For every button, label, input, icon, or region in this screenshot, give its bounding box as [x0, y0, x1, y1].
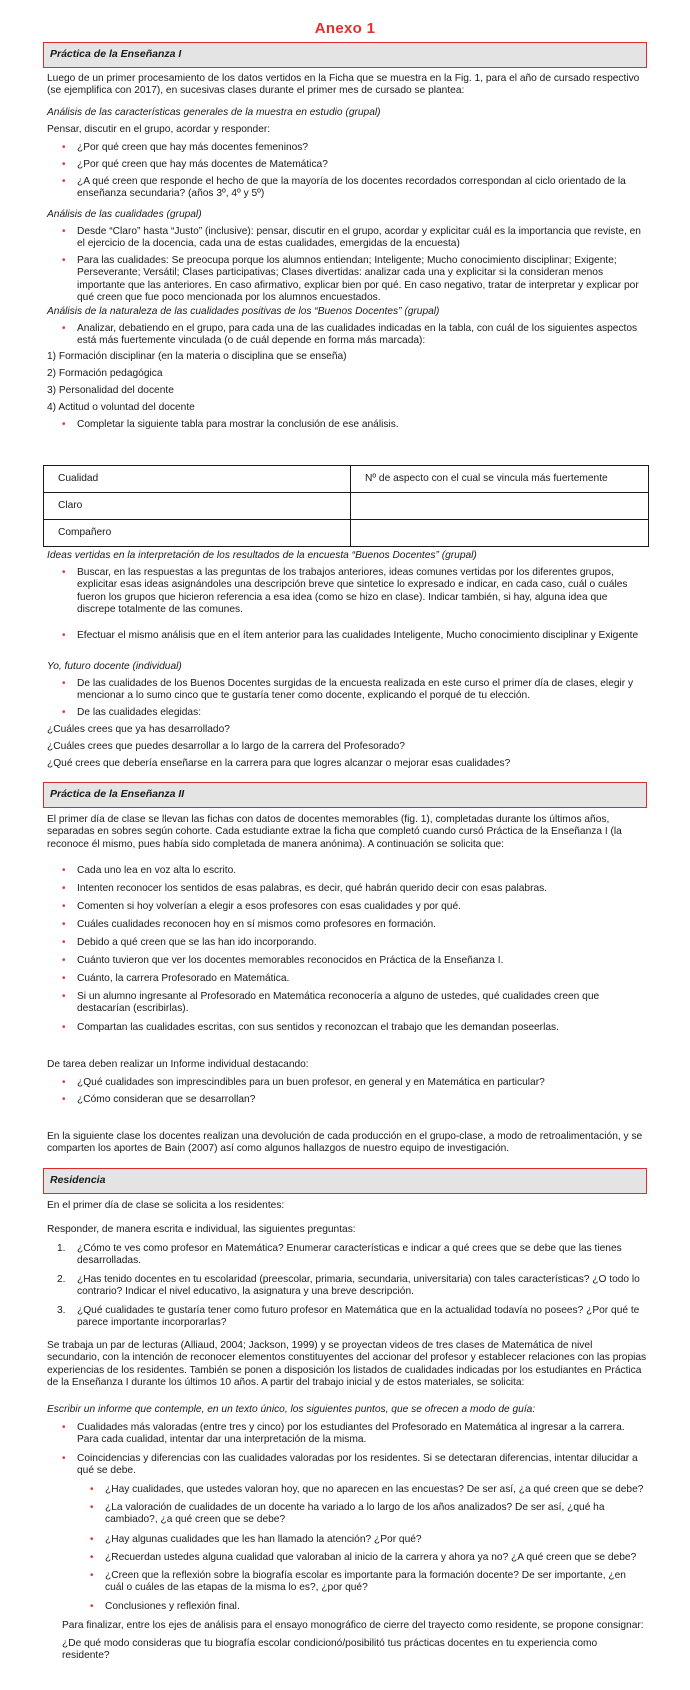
list-item: • Desde “Claro” hasta “Justo” (inclusive): pensar, discutir en el grupo, acordar y explicitar cuál es la importancia que reviste, en el ejercicio de la docencia, cada una de estas cualidades, emergidas de la encuesta) [77, 226, 647, 251]
question-text: ¿Qué cualidades te gustaría tener como futuro profesor en Matemática que en la actualidad todavía no posees? ¿Por qué te parece importante incorporarlas? [77, 1305, 640, 1329]
aspect-item: 2) Formación pedagógica [47, 368, 163, 379]
list-item: • Cualidades más valoradas (entre tres y cinco) por los estudiantes del Profesorado en Matemática al ingresar a la carrera. Para cada cualidad, intentar dar una interpretación de la misma. [77, 1422, 647, 1447]
question-number: 2. [57, 1274, 66, 1285]
table-row [44, 493, 649, 520]
table-header-cell: Cualidad [44, 466, 351, 493]
table-header-cell: Nº de aspecto con el cual se vincula más fuertemente [351, 466, 649, 493]
s1-analysis-1-lead: Pensar, discutir en el grupo, acordar y responder: [47, 124, 271, 135]
list-item: • Si un alumno ingresante al Profesorado en Matemática reconocería a alguno de ustedes, qué cualidades creen que destacarían (escribirlas). [77, 991, 647, 1016]
sub-list-item: • ¿La valoración de cualidades de un docente ha variado a lo largo de los años analizados? De ser así, ¿qué ha cambiado?, ¿a qué creen que se debe? [105, 1502, 647, 1527]
s2-task-lead: De tarea deben realizar un Informe individual destacando: [47, 1059, 309, 1070]
question-number: 3. [57, 1305, 66, 1316]
list-item: • Intenten reconocer los sentidos de esas palabras, es decir, qué habrán querido decir con esas palabras. [77, 883, 647, 895]
s3-p5: Para finalizar, entre los ejes de análisis para el ensayo monográfico de cierre del trayecto como residente, se propone consignar: [62, 1620, 644, 1631]
s1-analysis-3-title: Análisis de la naturaleza de las cualidades positivas de los “Buenos Docentes” (grupal) [47, 306, 440, 317]
section-heading-residencia: Residencia [43, 1168, 647, 1194]
sub-list-item: • ¿Hay algunas cualidades que les han llamado la atención? ¿Por qué? [105, 1534, 647, 1546]
s3-p4: Escribir un informe que contemple, en un texto único, los siguientes puntos, que se ofrecen a modo de guía: [47, 1404, 536, 1415]
qualities-table [43, 465, 649, 547]
table-row [44, 466, 649, 493]
table-cell-empty[interactable] [351, 493, 649, 520]
list-item: • ¿Por qué creen que hay más docentes femeninos? [77, 142, 647, 154]
list-item: • De las cualidades de los Buenos Docentes surgidas de la encuesta realizada en este curso el primer día de clases, elegir y mencionar a lo sumo cinco que te gustaría tener como docente, explicando el porqué de tu elección. [77, 678, 647, 703]
section-heading-practica-2: Práctica de la Enseñanza II [43, 782, 647, 808]
question-line: ¿Cuáles crees que ya has desarrollado? [47, 724, 230, 735]
list-item: • Debido a qué creen que se las han ido incorporando. [77, 937, 647, 949]
table-row [44, 520, 649, 547]
question-line: ¿Qué crees que debería enseñarse en la carrera para que logres alcanzar o mejorar esas cualidades? [47, 758, 511, 769]
s1-intro: Luego de un primer procesamiento de los datos vertidos en la Ficha que se muestra en la Fig. 1, para el año de cursado respectivo (se ejemplifica con 2017), en sucesivas clases durante el primer mes de cursado se plantea: [47, 73, 640, 97]
aspect-item: 1) Formación disciplinar (en la materia o disciplina que se enseña) [47, 351, 347, 362]
s1-analysis-1-title: Análisis de las características generales de la muestra en estudio (grupal) [47, 107, 381, 118]
table-cell-empty[interactable] [351, 520, 649, 547]
list-item: • Cuánto tuvieron que ver los docentes memorables reconocidos en Práctica de la Enseñanza I. [77, 955, 647, 967]
question-line: ¿Cuáles crees que puedes desarrollar a lo largo de la carrera del Profesorado? [47, 741, 405, 752]
list-item: • ¿Qué cualidades son imprescindibles para un buen profesor, en general y en Matemática en particular? [77, 1077, 647, 1089]
annex-title: Anexo 1 [314, 20, 376, 37]
list-item: • ¿A qué creen que responde el hecho de que la mayoría de los docentes recordados correspondan al ciclo orientado de la enseñanza secundaria? (años 3º, 4º y 5º) [77, 176, 647, 201]
s2-intro: El primer día de clase se llevan las fichas con datos de docentes memorables (fig. 1), completadas durante los últimos años, separadas en sobres según cohorte. Cada estudiante extrae la ficha que completó cuando cursó Práctica de la Enseñanza I (la reconoce él mismo, pues había sido completada de manera anónima). A continuación se solicita que: [47, 814, 622, 850]
list-item: • Analizar, debatiendo en el grupo, para cada una de las cualidades indicadas en la tabla, con cuál de los siguientes aspectos está más fuertemente vinculada (o de cuál depende en forma más marcada): [77, 323, 647, 348]
question-text: ¿Cómo te ves como profesor en Matemática? Enumerar características e indicar a qué crees que se debe que las tienes desarrolladas. [77, 1243, 622, 1267]
s3-p2: Responder, de manera escrita e individual, las siguientes preguntas: [47, 1224, 356, 1235]
aspect-item: 4) Actitud o voluntad del docente [47, 402, 195, 413]
list-item: • Efectuar el mismo análisis que en el ítem anterior para las cualidades Inteligente, Mucho conocimiento disciplinar y Exigente [77, 630, 647, 642]
question-item [57, 1243, 647, 1268]
list-item: • Para las cualidades: Se preocupa porque los alumnos entiendan; Inteligente; Mucho conocimiento disciplinar; Exigente; Perseverante; Versátil; Clases participativas; Clases divertidas: analizar cada una y explicitar si la consideran menos importante que las anteriores. En caso afirmativo, explicar bien por qué. En caso negativo, tratar de interpretar y explicar por qué creen que fue poco mencionada por los alumnos encuestados. [77, 255, 647, 305]
sub-list-item: • ¿Recuerdan ustedes alguna cualidad que valoraban al inicio de la carrera y ahora ya no? ¿A qué creen que se debe? [105, 1552, 647, 1564]
sub-list-item: • Conclusiones y reflexión final. [105, 1601, 647, 1613]
table-cell: Claro [44, 493, 351, 520]
list-item: • Completar la siguiente tabla para mostrar la conclusión de ese análisis. [77, 419, 647, 431]
s1-analysis-4-title: Ideas vertidas en la interpretación de los resultados de la encuesta “Buenos Docentes” (grupal) [47, 550, 477, 561]
s2-closing: En la siguiente clase los docentes realizan una devolución de cada producción en el grupo-clase, a modo de retroalimentación, y se comparten los aportes de Bain (2007) así como algunos hallazgos de nuestro equipo de investigación. [47, 1131, 643, 1155]
section-heading-practica-1: Práctica de la Enseñanza I [43, 42, 647, 68]
sub-list-item: • ¿Creen que la reflexión sobre la biografía escolar es importante para la formación docente? De ser importante, ¿en cuál o cuáles de las etapas de la misma lo es?, ¿por qué? [105, 1570, 647, 1595]
list-item: • ¿Cómo consideran que se desarrollan? [77, 1094, 647, 1106]
s1-analysis-2-title: Análisis de las cualidades (grupal) [47, 209, 202, 220]
s1-analysis-5-title: Yo, futuro docente (individual) [47, 661, 182, 672]
question-item [57, 1274, 647, 1299]
list-item: • Cuánto, la carrera Profesorado en Matemática. [77, 973, 647, 985]
aspect-item: 3) Personalidad del docente [47, 385, 174, 396]
list-item: • Coincidencias y diferencias con las cualidades valoradas por los residentes. Si se detectaran diferencias, intentar dilucidar a qué se debe. [77, 1453, 647, 1478]
question-number: 1. [57, 1243, 66, 1254]
question-item [57, 1305, 647, 1330]
list-item: • ¿Por qué creen que hay más docentes de Matemática? [77, 159, 647, 171]
s3-p6: ¿De qué modo consideras que tu biografía escolar condicionó/posibilitó tus prácticas docentes en tu experiencia como residente? [62, 1638, 598, 1662]
list-item: • Cada uno lea en voz alta lo escrito. [77, 865, 647, 877]
list-item: • Compartan las cualidades escritas, con sus sentidos y reconozcan el trabajo que les demandan poseerlas. [77, 1022, 647, 1034]
table-cell: Compañero [44, 520, 351, 547]
list-item: • De las cualidades elegidas: [77, 707, 647, 719]
list-item: • Cuáles cualidades reconocen hoy en sí mismos como profesores en formación. [77, 919, 647, 931]
sub-list-item: • ¿Hay cualidades, que ustedes valoran hoy, que no aparecen en las encuestas? De ser así, ¿a qué creen que se debe? [105, 1484, 647, 1496]
s3-p3: Se trabaja un par de lecturas (Alliaud, 2004; Jackson, 1999) y se proyectan videos de tres clases de Matemática de nivel secundario, con la intención de reconocer elementos constituyentes del accionar del profesor y establecer relaciones con las propias experiencias de los residentes. También se ponen a disposición los listados de cualidades indicadas por los estudiantes en Práctica de la Enseñanza I durante los últimos 10 años. A partir del trabajo inicial y de estos materiales, se solicita: [47, 1340, 647, 1389]
question-text: ¿Has tenido docentes en tu escolaridad (preescolar, primaria, secundaria, universitaria) con tales características? ¿O todo lo contrario? Indicar el nivel educativo, la asignatura y una breve descripción. [77, 1274, 640, 1298]
list-item: • Buscar, en las respuestas a las preguntas de los trabajos anteriores, ideas comunes vertidas por los diferentes grupos, explicitar esas ideas asignándoles una descripción breve que sintetice lo expresado e indicar, en cada caso, cuál o cuáles fueron los grupos que hicieron referencia a esa idea (como se hizo en clase). Indicar también, si hay, alguna idea que discrepe totalmente de las comunes. [77, 567, 647, 617]
list-item: • Comenten si hoy volverían a elegir a esos profesores con esas cualidades y por qué. [77, 901, 647, 913]
s3-p1: En el primer día de clase se solicita a los residentes: [47, 1200, 285, 1211]
